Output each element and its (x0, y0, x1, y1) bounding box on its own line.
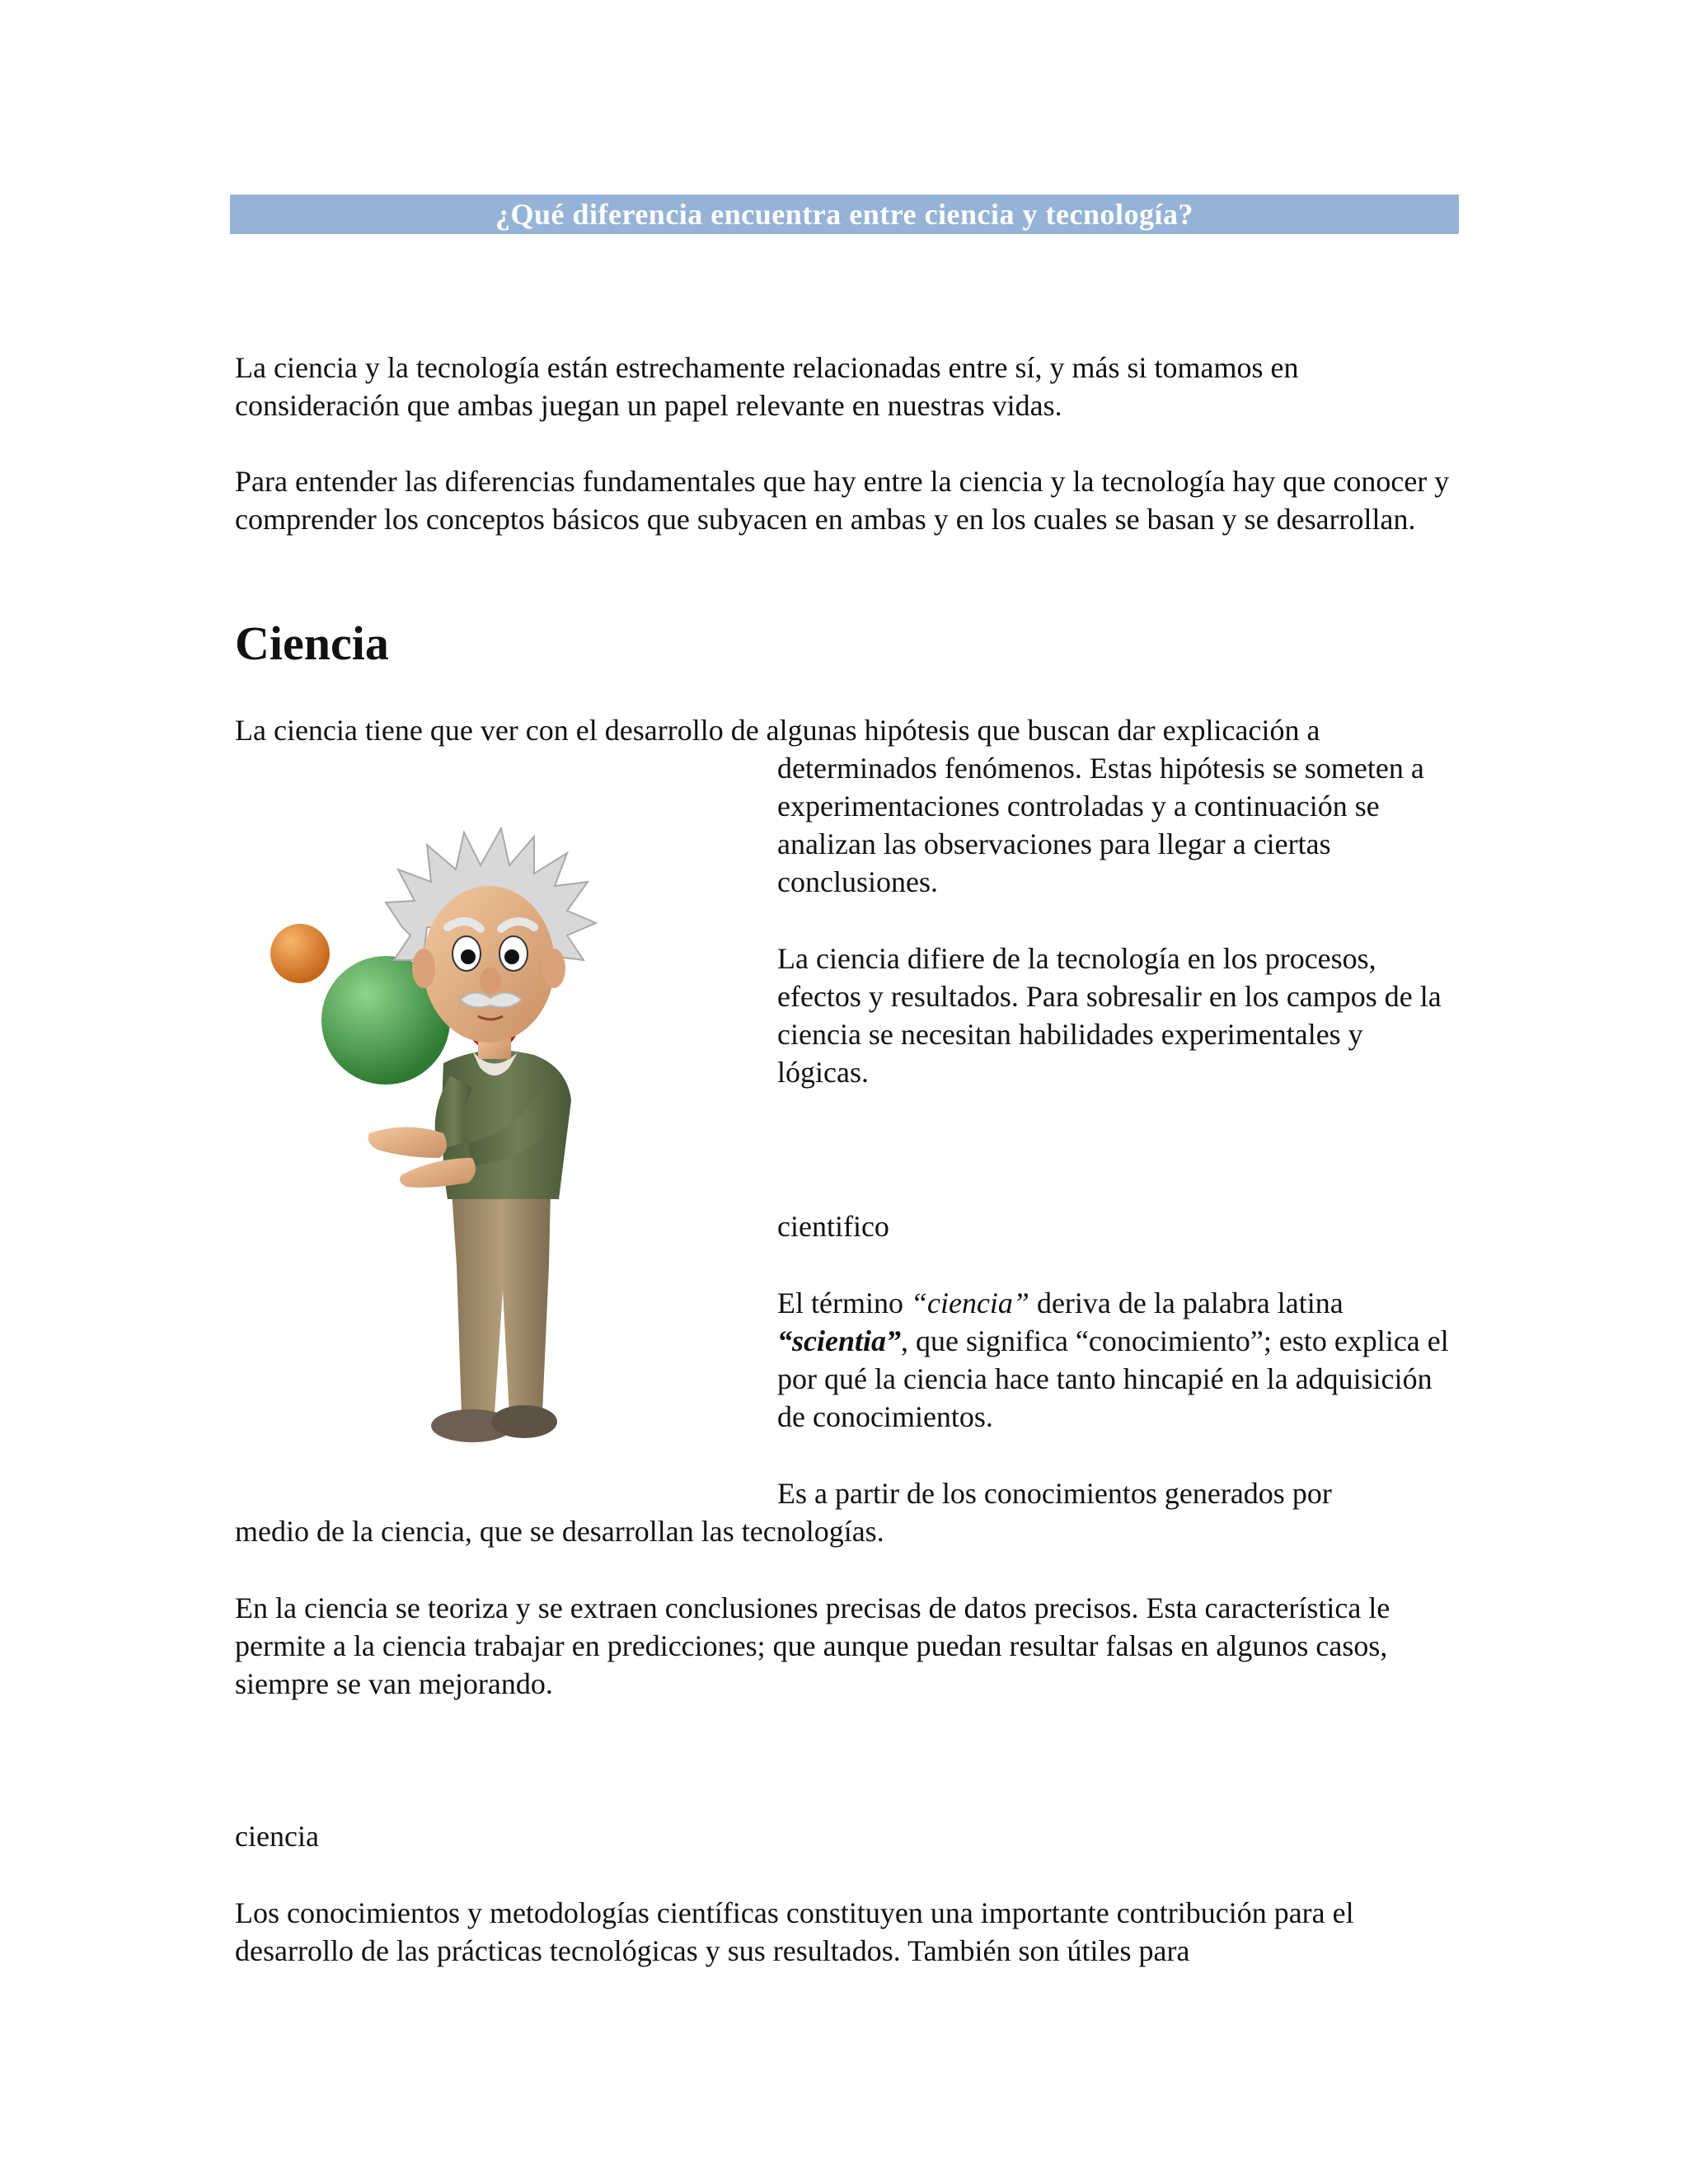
conocimientos-paragraph: Los conocimientos y metodologías científicas constituyen una importante contribución para el desarrollo de las prácticas tecnológicas y sus resultados. También son útiles para (235, 1896, 1354, 1967)
teoriza-paragraph: En la ciencia se teoriza y se extraen conclusiones precisas de datos precisos. Esta característica le permite a la ciencia trabajar en predicciones; que aunque puedan resultar falsas en algunos casos, siempre se van mejorando. (235, 1591, 1390, 1700)
termino-middle: deriva de la palabra latina (1029, 1286, 1343, 1319)
intro-paragraph-1: La ciencia y la tecnología están estrechamente relacionadas entre sí, y más si tomamos en consideración que ambas juegan un papel relevante en nuestras vidas. (235, 351, 1299, 422)
partir-side-line: Es a partir de los conocimientos generados por (777, 1477, 1332, 1510)
scientist-juggling-illustration (262, 804, 724, 1483)
caption-ciencia: ciencia (235, 1820, 319, 1853)
scientist-pants (452, 1191, 551, 1415)
termino-quote-ciencia: “ciencia” (910, 1286, 1029, 1319)
page-title: ¿Qué diferencia encuentra entre ciencia y tecnología? (230, 194, 1459, 234)
ciencia-first-line: La ciencia tiene que ver con el desarrollo de algunas hipótesis que buscan dar explicación a (235, 714, 1320, 747)
scientist-hand-left (368, 1127, 447, 1159)
scientist-shoe-right (491, 1405, 557, 1438)
orange-ball (270, 924, 330, 983)
scientist-pupil-left (461, 949, 476, 964)
section-heading: Ciencia (235, 616, 389, 670)
scientist-nose (480, 968, 501, 994)
termino-before: El término (777, 1286, 911, 1319)
ciencia-side-paragraph-2: La ciencia difiere de la tecnología en los procesos, efectos y resultados. Para sobresalir en los campos de la ciencia se necesitan habilidades experimentales y lógicas. (777, 942, 1442, 1089)
scientist-hand-right (400, 1158, 476, 1188)
termino-scientia: “scientia” (777, 1324, 901, 1357)
scientist-ear-right (542, 949, 565, 988)
termino-after: , que significa “conocimiento”; esto explica el por qué la ciencia hace tanto hincapié en la adquisición de conocimientos. (777, 1324, 1449, 1433)
scientist-pupil-right (504, 949, 519, 964)
scientist-ear-left (412, 949, 435, 988)
termino-paragraph (777, 1284, 1461, 1436)
partir-full-line: medio de la ciencia, que se desarrollan las tecnologías. (235, 1515, 884, 1548)
ciencia-side-paragraph-1: determinados fenómenos. Estas hipótesis se someten a experimentaciones controladas y a continuación se analizan las observaciones para llegar a ciertas conclusiones. (777, 752, 1424, 898)
caption-cientifico: cientifico (777, 1210, 889, 1243)
intro-paragraph-2: Para entender las diferencias fundamentales que hay entre la ciencia y la tecnología hay que conocer y comprender los conceptos básicos que subyacen en ambas y en los cuales se basan y se desarrollan. (235, 465, 1450, 536)
